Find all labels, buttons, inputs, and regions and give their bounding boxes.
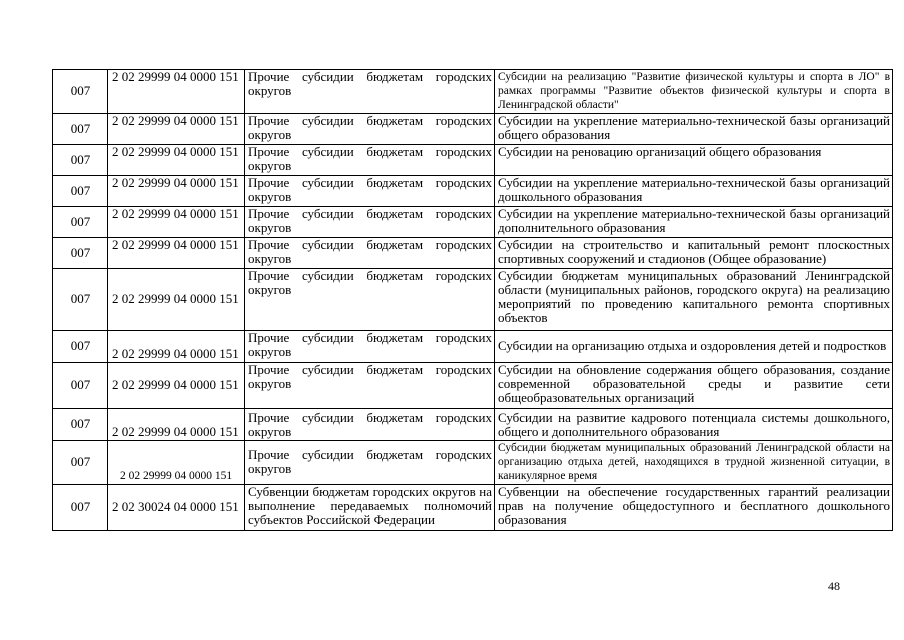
budget-code-cell: 2 02 29999 04 0000 151 <box>108 176 245 207</box>
table-row <box>53 269 893 331</box>
income-name-cell: Прочие субсидии бюджетам городских округов <box>245 176 495 207</box>
income-name-cell: Прочие субсидии бюджетам городских округов <box>245 207 495 238</box>
table-row <box>53 207 893 238</box>
admin-code-cell: 007 <box>53 331 108 363</box>
description-cell: Субсидии бюджетам муниципальных образований Ленинградской области на организацию отдыха детей, находящихся в трудной жизненной ситуации, в каникулярное время <box>495 441 893 485</box>
income-name-cell: Прочие субсидии бюджетам городских округов <box>245 441 495 485</box>
income-name-cell: Прочие субсидии бюджетам городских округов <box>245 238 495 269</box>
admin-code-cell: 007 <box>53 363 108 409</box>
income-name-cell: Прочие субсидии бюджетам городских округов <box>245 70 495 114</box>
budget-code-cell: 2 02 29999 04 0000 151 <box>108 70 245 114</box>
table-row <box>53 114 893 145</box>
income-name-cell: Прочие субсидии бюджетам городских округов <box>245 331 495 363</box>
budget-code-cell: 2 02 29999 04 0000 151 <box>108 331 245 363</box>
table-row <box>53 485 893 531</box>
table-row <box>53 145 893 176</box>
admin-code-cell: 007 <box>53 441 108 485</box>
admin-code-cell: 007 <box>53 269 108 331</box>
table-row <box>53 70 893 114</box>
admin-code-cell: 007 <box>53 145 108 176</box>
income-name-cell: Субвенции бюджетам городских округов на выполнение передаваемых полномочий субъектов Российской Федерации <box>245 485 495 531</box>
table-row <box>53 238 893 269</box>
description-cell: Субсидии на реновацию организаций общего образования <box>495 145 893 176</box>
admin-code-cell: 007 <box>53 176 108 207</box>
admin-code-cell: 007 <box>53 114 108 145</box>
budget-code-cell: 2 02 29999 04 0000 151 <box>108 207 245 238</box>
description-cell: Субсидии на укрепление материально-технической базы организаций дошкольного образования <box>495 176 893 207</box>
table-row <box>53 441 893 485</box>
description-cell: Субвенции на обеспечение государственных гарантий реализации прав на получение общедоступного и бесплатного дошкольного образования <box>495 485 893 531</box>
budget-code-cell: 2 02 29999 04 0000 151 <box>108 114 245 145</box>
description-cell: Субсидии на строительство и капитальный ремонт плоскостных спортивных сооружений и стадионов (Общее образование) <box>495 238 893 269</box>
income-name-cell: Прочие субсидии бюджетам городских округов <box>245 363 495 409</box>
revenue-classification-table <box>52 69 893 531</box>
description-cell: Субсидии на укрепление материально-технической базы организаций дополнительного образования <box>495 207 893 238</box>
table-row <box>53 409 893 441</box>
description-cell: Субсидии на укрепление материально-технической базы организаций общего образования <box>495 114 893 145</box>
income-name-cell: Прочие субсидии бюджетам городских округов <box>245 114 495 145</box>
income-name-cell: Прочие субсидии бюджетам городских округов <box>245 409 495 441</box>
table-row <box>53 331 893 363</box>
budget-code-cell: 2 02 29999 04 0000 151 <box>108 441 245 485</box>
budget-code-cell: 2 02 29999 04 0000 151 <box>108 269 245 331</box>
admin-code-cell: 007 <box>53 409 108 441</box>
description-cell: Субсидии на реализацию "Развитие физической культуры и спорта в ЛО" в рамках программы "Развитие объектов физической культуры и спорта в Ленинградской области" <box>495 70 893 114</box>
budget-code-cell: 2 02 29999 04 0000 151 <box>108 363 245 409</box>
table-row <box>53 363 893 409</box>
description-cell: Субсидии бюджетам муниципальных образований Ленинградской области (муниципальных районов, городского округа) на реализацию мероприятий по проведению капитального ремонта спортивных объектов <box>495 269 893 331</box>
budget-code-cell: 2 02 30024 04 0000 151 <box>108 485 245 531</box>
description-cell: Субсидии на развитие кадрового потенциала системы дошкольного, общего и дополнительного образования <box>495 409 893 441</box>
admin-code-cell: 007 <box>53 238 108 269</box>
description-cell: Субсидии на обновление содержания общего образования, создание современной образовательной среды и развитие сети общеобразовательных организаций <box>495 363 893 409</box>
admin-code-cell: 007 <box>53 70 108 114</box>
page-number: 48 <box>828 579 840 593</box>
description-cell: Субсидии на организацию отдыха и оздоровления детей и подростков <box>495 331 893 363</box>
budget-code-cell: 2 02 29999 04 0000 151 <box>108 238 245 269</box>
budget-code-cell: 2 02 29999 04 0000 151 <box>108 409 245 441</box>
table-row <box>53 176 893 207</box>
admin-code-cell: 007 <box>53 485 108 531</box>
admin-code-cell: 007 <box>53 207 108 238</box>
budget-code-cell: 2 02 29999 04 0000 151 <box>108 145 245 176</box>
income-name-cell: Прочие субсидии бюджетам городских округов <box>245 269 495 331</box>
income-name-cell: Прочие субсидии бюджетам городских округов <box>245 145 495 176</box>
